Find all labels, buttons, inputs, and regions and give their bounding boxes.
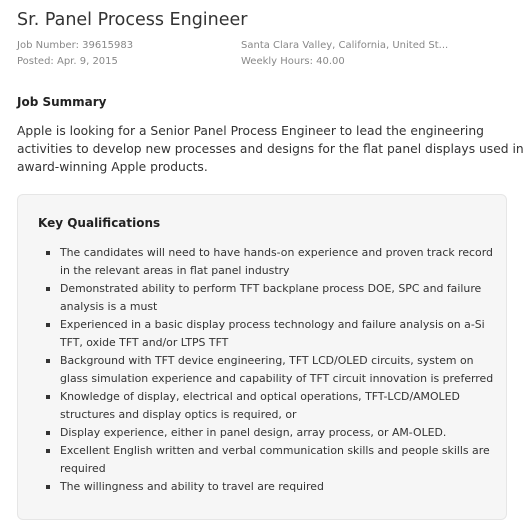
job-number-row (17, 38, 133, 54)
qualification-item (44, 478, 500, 496)
qualification-line: glass simulation experience and capability of TFT circuit innovation is preferred (60, 372, 494, 385)
bullet-icon (46, 395, 50, 399)
qualification-line: Excellent English written and verbal communication skills and people skills are (60, 444, 490, 457)
posted-date: Apr. 9, 2015 (56, 56, 118, 67)
qualification-item (44, 424, 500, 442)
job-summary-text (17, 122, 524, 176)
qualification-item (44, 244, 500, 280)
qualification-line: Display experience, either in panel design, array process, or AM-OLED. (60, 426, 447, 439)
posted-label: Posted: (17, 56, 54, 67)
qualification-line: The willingness and ability to travel are required (60, 480, 324, 493)
job-meta-right (241, 38, 448, 70)
qualification-line: Background with TFT device engineering, TFT LCD/OLED circuits, system on (60, 354, 474, 367)
key-qualifications-heading: Key Qualifications (38, 216, 161, 230)
qualification-line: structures and display optics is required, or (60, 408, 297, 421)
summary-line: activities to develop new processes and designs for the flat panel displays used in (17, 142, 524, 156)
key-qualifications-list (44, 244, 500, 496)
qualification-line: required (60, 462, 106, 475)
job-location: Santa Clara Valley, California, United St... (241, 40, 449, 51)
qualification-line: analysis is a must (60, 300, 158, 313)
qualification-line: TFT, oxide TFT and/or LTPS TFT (60, 336, 229, 349)
bullet-icon (46, 449, 50, 453)
bullet-icon (46, 251, 50, 255)
weekly-hours-label: Weekly Hours: (241, 56, 313, 67)
qualification-line: Experienced in a basic display process technology and failure analysis on a-Si (60, 318, 485, 331)
key-qualifications-panel (17, 194, 507, 520)
job-number-value: 39615983 (82, 40, 134, 51)
posted-row (17, 54, 133, 70)
bullet-icon (46, 485, 50, 489)
summary-line: Apple is looking for a Senior Panel Process Engineer to lead the engineering (17, 124, 484, 138)
weekly-hours-row (241, 54, 448, 70)
qualification-line: Knowledge of display, electrical and optical operations, TFT-LCD/AMOLED (60, 390, 460, 403)
qualification-item (44, 280, 500, 316)
bullet-icon (46, 287, 50, 291)
job-meta-left (17, 38, 133, 70)
qualification-item (44, 388, 500, 424)
bullet-icon (46, 323, 50, 327)
qualification-line: in the relevant areas in flat panel industry (60, 264, 290, 277)
qualification-line: Demonstrated ability to perform TFT backplane process DOE, SPC and failure (60, 282, 482, 295)
weekly-hours-value: 40.00 (316, 56, 345, 67)
qualification-line: The candidates will need to have hands-on experience and proven track record (60, 246, 493, 259)
bullet-icon (46, 359, 50, 363)
qualification-item (44, 442, 500, 478)
qualification-item (44, 316, 500, 352)
job-number-label: Job Number: (17, 40, 79, 51)
job-summary-heading: Job Summary (17, 95, 107, 109)
bullet-icon (46, 431, 50, 435)
qualification-item (44, 352, 500, 388)
summary-line: award-winning Apple products. (17, 160, 208, 174)
job-title: Sr. Panel Process Engineer (17, 10, 248, 30)
